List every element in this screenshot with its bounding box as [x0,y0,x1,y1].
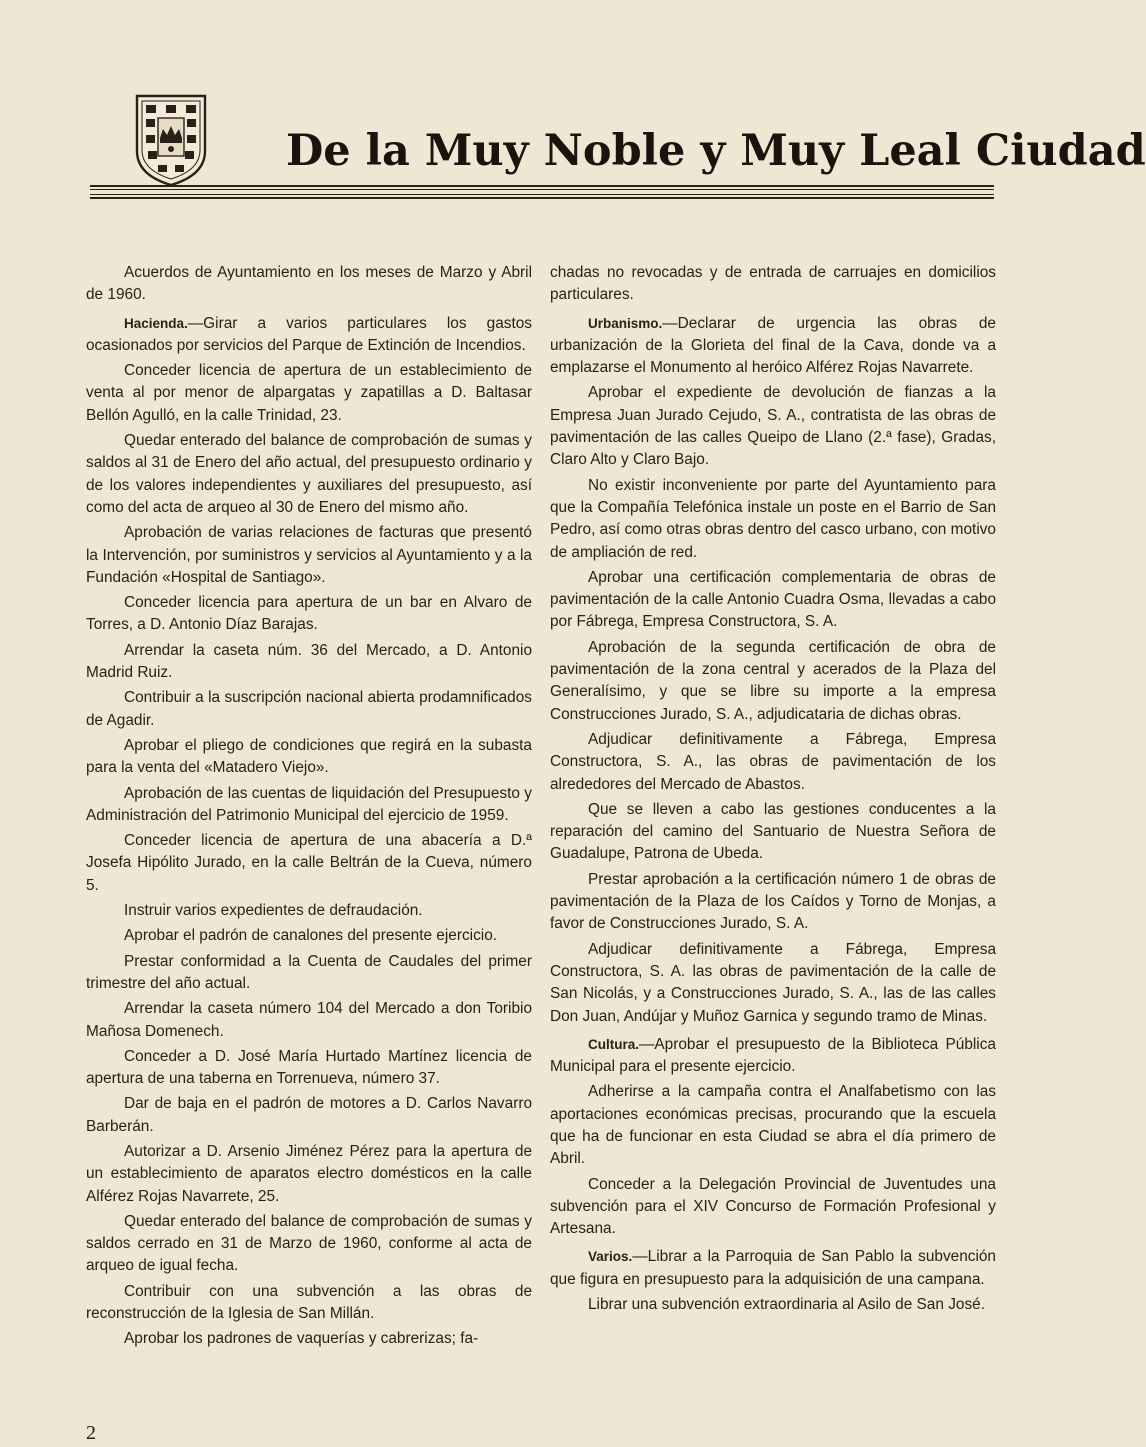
paragraph [550,637,996,726]
paragraph [550,939,996,1028]
paragraph-text: Adjudicar definitivamente a Fábrega, Empresa Constructora, S. A. las obras de pavimentación de la calle de San Nicolás, y a Construcciones Jurado, S. A., las de las calles Don Juan, Andújar y Muñoz Garnica y segundo tramo de Minas. [550,940,996,1025]
paragraph-text: —Librar a la Parroquia de San Pablo la subvención que figura en presupuesto para la adquisición de una campana. [550,1248,996,1288]
paragraph [550,1034,996,1079]
right-column [550,262,996,1412]
paragraph [550,1174,996,1241]
paragraph-text: Contribuir con una subvención a las obras de reconstrucción de la Iglesia de San Millán. [86,1282,532,1323]
paragraph [86,1211,532,1278]
paragraph [86,900,532,922]
paragraph [550,567,996,634]
section-heading: Urbanismo. [588,315,663,331]
paragraph [86,1046,532,1091]
paragraph-text: Prestar aprobación a la certificación número 1 de obras de pavimentación de la Plaza de los Caídos y Torno de Monjas, a favor de Construcciones Jurado, S. A. [550,870,996,933]
paragraph [86,262,532,307]
paragraph [86,925,532,947]
paragraph [86,735,532,780]
paragraph [86,1093,532,1138]
paragraph-text: Aprobar los padrones de vaquerías y cabrerizas; fa- [124,1330,479,1348]
paragraph-text: chadas no revocadas y de entrada de carruajes en domicilios particulares. [550,264,996,304]
paragraph-text: Autorizar a D. Arsenio Jiménez Pérez para la apertura de un establecimiento de aparatos electro domésticos en la calle Alférez Rojas Navarrete, 25. [86,1142,532,1205]
paragraph-text: Contribuir a la suscripción nacional abierta prodamnificados de Agadir. [86,689,532,729]
paragraph-text: Acuerdos de Ayuntamiento en los meses de Marzo y Abril de 1960. [86,264,532,304]
section-heading: Hacienda. [124,315,188,331]
paragraph-text: Conceder a la Delegación Provincial de Juventudes una subvención para el XIV Concurso de Formación Profesional y Artesana. [550,1175,996,1238]
paragraph [86,640,532,685]
paragraph [550,475,996,564]
paragraph-text: Aprobar el padrón de canalones del presente ejercicio. [124,927,498,945]
paragraph-text: —Aprobar el presupuesto de la Biblioteca Pública Municipal para el presente ejercicio. [550,1035,996,1076]
paragraph [550,1246,996,1291]
paragraph [550,799,996,866]
paragraph [550,382,996,471]
paragraph-text: Aprobación de la segunda certificación de obra de pavimentación de la zona central y acerados de la Plaza del Generalísimo, y que se libre su importe a la empresa Construcciones Jurado, S. A., adjudicataria de dichas obras. [550,638,996,723]
paragraph-text: Prestar conformidad a la Cuenta de Caudales del primer trimestre del año actual. [86,952,532,992]
paragraph-text: —Girar a varios particulares los gastos ocasionados por servicios del Parque de Extinción de Incendios. [86,314,532,354]
paragraph-text: Que se lleven a cabo las gestiones conducentes a la reparación del camino del Santuario de Nuestra Señora de Guadalupe, Patrona de Ubeda. [550,800,996,863]
paragraph-text: Adherirse a la campaña contra el Analfabetismo con las aportaciones económicas precisas, procurando que la escuela que ha de funcionar en esta Ciudad se abra el día primero de Abril. [550,1083,996,1168]
title-rules [90,182,994,204]
section-heading: Cultura. [588,1036,640,1052]
paragraph-text: Aprobación de varias relaciones de facturas que presentó la Intervención, por suministros y servicios al Ayuntamiento y a la Fundación «Hospital de Santiago». [86,524,532,586]
paragraph [86,430,532,519]
paragraph [550,729,996,796]
paragraph [86,522,532,589]
masthead-title: De la Muy Noble y Muy Leal Ciudad [286,126,1146,176]
paragraph-text: —Declarar de urgencia las obras de urbanización de la Glorieta del final de la Cava, donde va a emplazarse el Monumento al heróico Alférez Rojas Navarrete. [550,314,996,377]
paragraph-text: Aprobar el expediente de devolución de fianzas a la Empresa Juan Jurado Cejudo, S. A., contratista de las obras de pavimentación de las calles Queipo de Llano (2.ª fase), Gradas, Claro Alto y Claro Bajo. [550,384,996,469]
paragraph [86,951,532,996]
page-number: 2 [86,1422,96,1444]
paragraph [86,1141,532,1208]
paragraph [86,360,532,427]
paragraph-text: Conceder a D. José María Hurtado Martínez licencia de apertura de una taberna en Torrenueva, número 37. [86,1047,532,1088]
paragraph [86,687,532,732]
paragraph-text: Conceder licencia de apertura de una abacería a D.ª Josefa Hipólito Jurado, en la calle Beltrán de la Cueva, número 5. [86,832,532,894]
paragraph [86,830,532,897]
paragraph-text: Aprobar una certificación complementaria de obras de pavimentación de la calle Antonio Cuadra Osma, llevadas a cabo por Fábrega, Empresa Constructora, S. A. [550,568,996,631]
paragraph-text: Arrendar la caseta número 104 del Mercado a don Toribio Mañosa Domenech. [86,1000,532,1040]
paragraph-text: Adjudicar definitivamente a Fábrega, Empresa Constructora, S. A., las obras de pavimentación de los alrededores del Mercado de Abastos. [550,730,996,793]
paragraph-text: Librar una subvención extraordinaria al Asilo de San José. [588,1296,985,1314]
paragraph-text: Arrendar la caseta núm. 36 del Mercado, a D. Antonio Madrid Ruiz. [86,641,532,682]
paragraph-text: No existir inconveniente por parte del Ayuntamiento para que la Compañía Telefónica instale un poste en el Barrio de San Pedro, así como otras obras dentro del casco urbano, con motivo de ampliación de red. [550,476,996,561]
paragraph-text: Dar de baja en el padrón de motores a D. Carlos Navarro Barberán. [86,1095,532,1135]
paragraph-text: Quedar enterado del balance de comprobación de sumas y saldos cerrado en 31 de Marzo de 1960, conforme al acta de arqueo de igual fecha. [86,1212,532,1275]
paragraph-text: Quedar enterado del balance de comprobación de sumas y saldos al 31 de Enero del año actual, del presupuesto ordinario y de los valores independientes y auxiliares del presupuesto, así como del acta de arqueo al 30 de Enero del mismo año. [86,432,532,516]
paragraph [550,869,996,936]
section-heading: Varios. [588,1249,633,1265]
paragraph [86,592,532,637]
paragraph-text: Aprobar el pliego de condiciones que regirá en la subasta para la venta del «Matadero Viejo». [86,736,532,777]
paragraph-text: Aprobación de las cuentas de liquidación del Presupuesto y Administración del Patrimonio Municipal del ejercicio de 1959. [86,784,532,824]
paragraph [550,262,996,307]
paragraph [550,1294,996,1316]
article-body [86,262,996,1412]
coat-of-arms-icon [134,93,208,187]
paragraph [86,783,532,828]
paragraph [86,1281,532,1326]
paragraph-text: Instruir varios expedientes de defraudación. [124,902,423,920]
paragraph [550,1081,996,1170]
paragraph-text: Conceder licencia para apertura de un bar en Alvaro de Torres, a D. Antonio Díaz Barajas. [86,594,532,634]
paragraph [86,998,532,1043]
paragraph [550,313,996,380]
paragraph [86,313,532,358]
left-column [86,262,532,1412]
paragraph-text: Conceder licencia de apertura de un establecimiento de venta al por menor de alpargatas y zapatillas a D. Baltasar Bellón Agulló, en la calle Trinidad, 23. [86,362,532,424]
paragraph [86,1328,532,1350]
